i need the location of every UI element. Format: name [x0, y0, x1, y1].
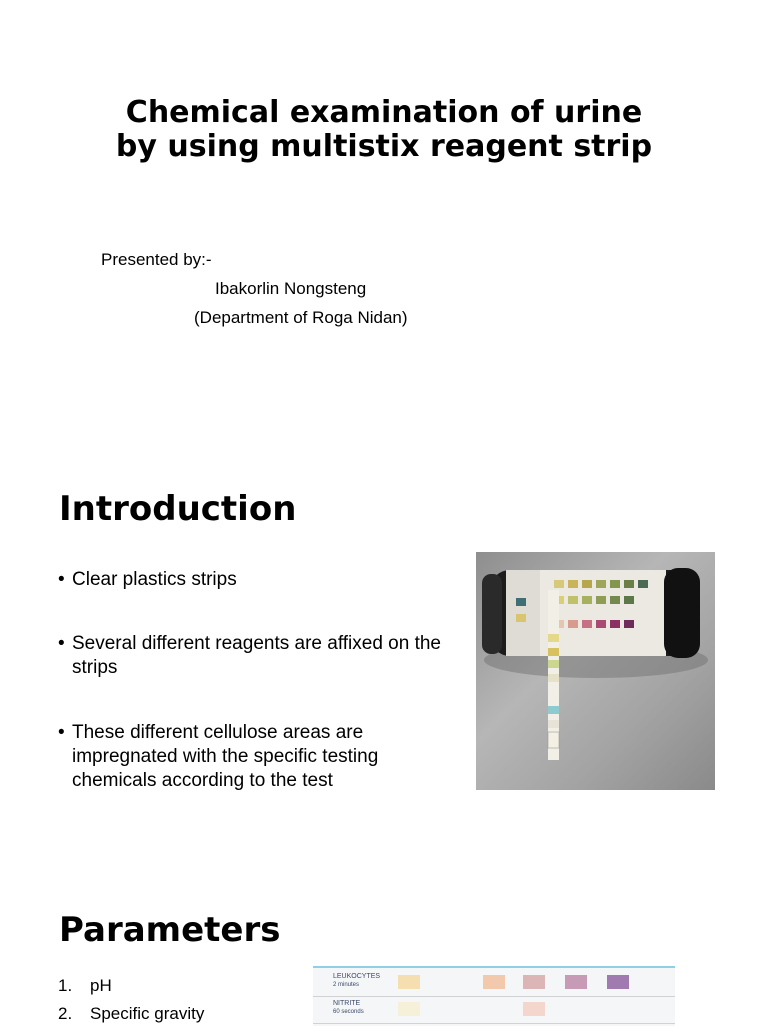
presenter-name: Ibakorlin Nongsteng — [215, 279, 367, 298]
slide-title — [0, 96, 768, 164]
color-swatch — [523, 1002, 545, 1016]
color-swatch — [398, 975, 420, 989]
color-swatch — [565, 975, 587, 989]
color-swatch — [398, 1002, 420, 1016]
bullet-item: • These different cellulose areas are impregnated with the specific testing chemicals according to the test — [58, 721, 448, 793]
parameters-heading: Parameters — [59, 910, 281, 950]
introduction-heading: Introduction — [59, 489, 297, 529]
parameter-item — [58, 972, 204, 1000]
bullet-item: • Clear plastics strips — [58, 568, 448, 592]
chart-row-leukocytes — [313, 970, 675, 997]
chart-row-nitrite — [313, 997, 675, 1024]
parameter-label: Specific gravity — [90, 1004, 205, 1023]
title-line-2: by using multistix reagent strip — [115, 129, 653, 164]
presenter-department: (Department of Roga Nidan) — [194, 308, 408, 327]
color-swatch — [483, 975, 505, 989]
chart-row-label: NITRITE — [333, 1000, 361, 1007]
chart-row-timing: 2 minutes — [333, 982, 360, 988]
parameter-number: 2. — [58, 1004, 73, 1023]
color-swatch — [523, 975, 545, 989]
bullet-item: • Several different reagents are affixed on the strips — [58, 632, 448, 680]
reagent-color-chart-image — [313, 966, 675, 1026]
chart-row-timing: 60 seconds — [333, 1009, 364, 1015]
color-swatch — [607, 975, 629, 989]
bottle-illustration — [476, 552, 715, 790]
parameters-list — [58, 972, 204, 1028]
presented-by-label: Presented by:- — [101, 250, 212, 269]
parameter-label: pH — [90, 976, 112, 995]
chart-row-label: LEUKOCYTES — [333, 973, 381, 980]
parameter-number: 1. — [58, 976, 73, 995]
reagent-strip-bottle-photo — [476, 552, 715, 790]
title-line-1: Chemical examination of urine — [125, 95, 643, 130]
